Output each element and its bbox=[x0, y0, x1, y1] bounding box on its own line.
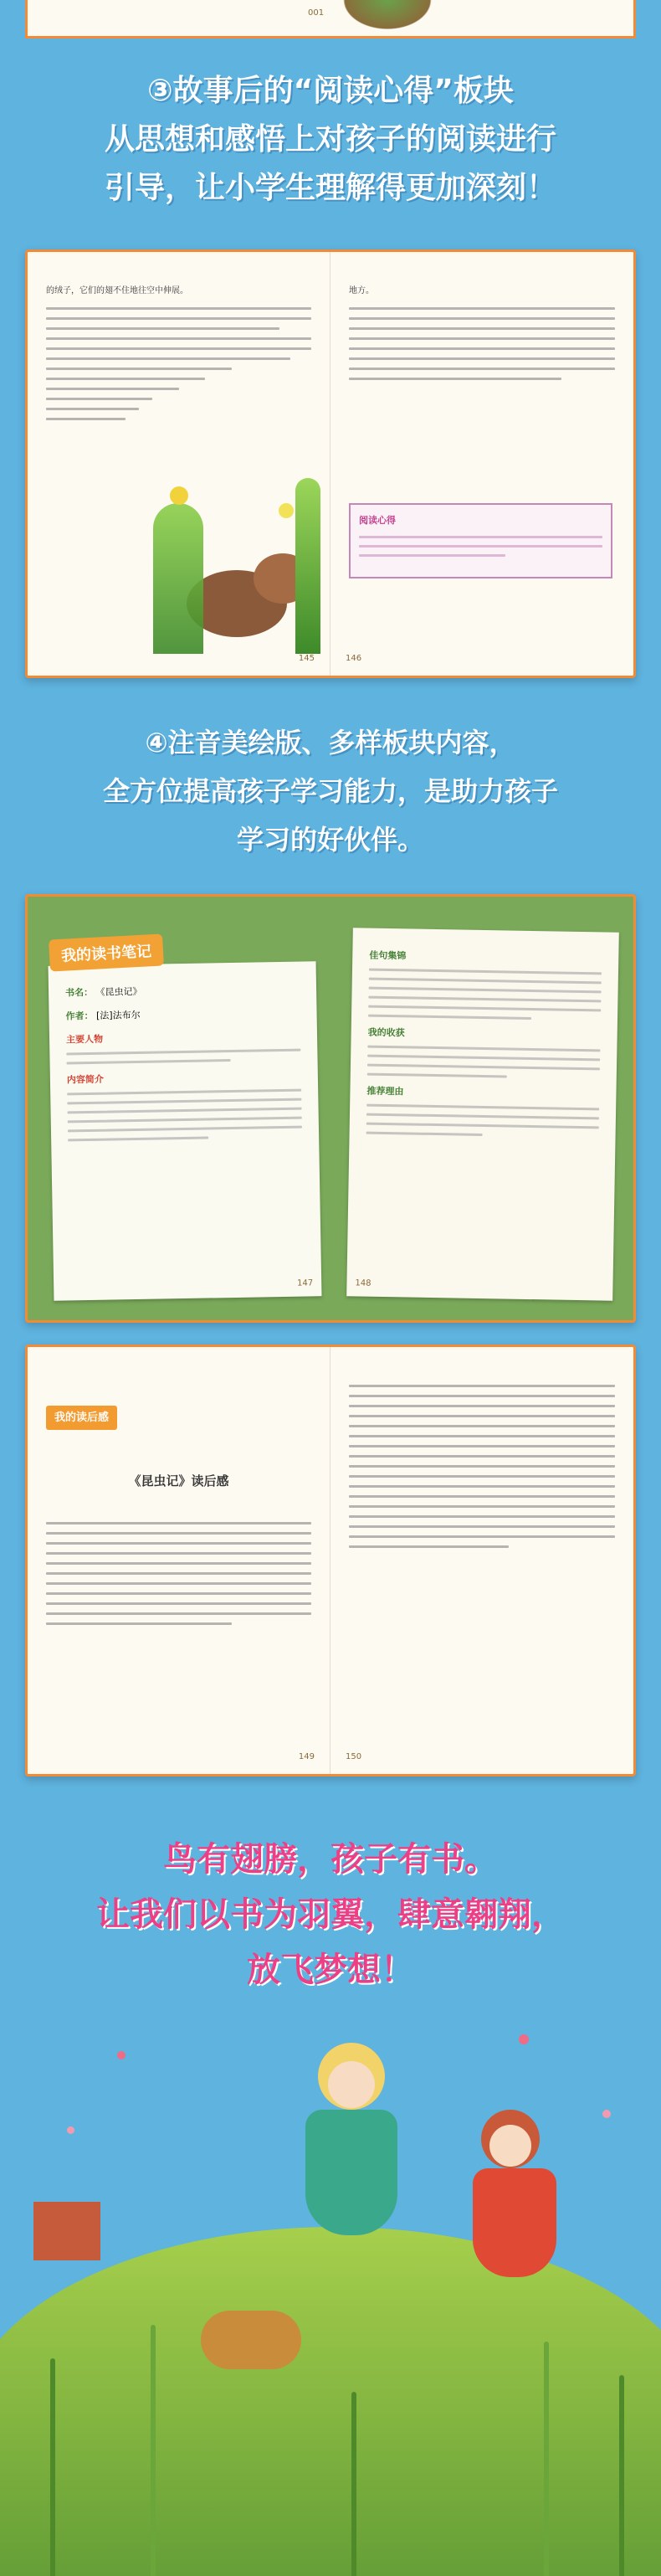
section-4-heading bbox=[0, 718, 661, 864]
book-name-label: 书名： bbox=[64, 986, 94, 999]
notebook-header-ribbon bbox=[49, 933, 164, 971]
section-3-line-2: 从思想和感悟上对孩子的阅读进行 bbox=[104, 122, 556, 157]
book-name-row bbox=[65, 982, 300, 1000]
closing-line-3: 放飞梦想！ bbox=[247, 1951, 414, 1989]
book3-left-page bbox=[28, 1347, 330, 1774]
section-4-line-1: ④注音美绘版、多样板块内容， bbox=[145, 727, 516, 758]
notebook-header: 我的读书笔记 bbox=[60, 943, 152, 965]
recommend-label: 推荐理由 bbox=[366, 1085, 404, 1098]
closing-heading bbox=[0, 1832, 661, 1998]
reading-insight-box bbox=[349, 503, 612, 578]
section-4-line-2: 全方位提高孩子学习能力，是助力孩子 bbox=[102, 775, 558, 807]
section-3-line-3: 引导，让小学生理解得更加深刻！ bbox=[104, 171, 556, 205]
top-illustration bbox=[337, 0, 438, 33]
reflection-badge-wrap bbox=[46, 1406, 117, 1430]
book2-right-note bbox=[346, 928, 619, 1300]
book-name-value: 《昆虫记》 bbox=[95, 985, 142, 998]
closing-line-1: 鸟有翅膀，孩子有书。 bbox=[163, 1840, 498, 1879]
gain-label: 我的收获 bbox=[367, 1026, 405, 1039]
girl-green-dress bbox=[276, 2043, 427, 2311]
words-label: 佳句集锦 bbox=[369, 949, 407, 962]
book1-right-page-number: 146 bbox=[346, 654, 362, 663]
section-3-line-1: ③故事后的“阅读心得”板块 bbox=[147, 74, 514, 108]
characters-label: 主要人物 bbox=[65, 1033, 104, 1046]
top-book-strip bbox=[25, 0, 636, 39]
section-4-line-3: 学习的好伙伴。 bbox=[236, 824, 424, 856]
author-value: [法]法布尔 bbox=[95, 1009, 141, 1021]
book1-left-page bbox=[28, 252, 330, 676]
content-label: 内容简介 bbox=[66, 1073, 105, 1086]
reflection-title: 《昆虫记》读后感 bbox=[128, 1473, 229, 1489]
book-spread-reading-notebook bbox=[25, 894, 636, 1323]
book3-left-page-number: 149 bbox=[298, 1752, 315, 1761]
book2-left-note bbox=[49, 961, 322, 1301]
house bbox=[33, 2202, 100, 2260]
book2-left-page-number: 147 bbox=[297, 1278, 314, 1288]
reading-insight-title: 阅读心得 bbox=[359, 515, 396, 526]
author-label: 作者： bbox=[65, 1010, 94, 1022]
children-running-illustration bbox=[0, 2009, 661, 2576]
author-row bbox=[65, 1005, 300, 1023]
book3-right-page bbox=[330, 1347, 633, 1774]
book1-left-page-number: 145 bbox=[298, 654, 315, 663]
book2-right-page-number: 148 bbox=[355, 1278, 371, 1288]
section-3-heading bbox=[0, 67, 661, 213]
book1-right-first-line: 地方。 bbox=[349, 286, 374, 296]
book-spread-reading-notes bbox=[25, 249, 636, 678]
hedgehog-illustration bbox=[153, 470, 329, 662]
dog bbox=[201, 2311, 301, 2369]
top-page-number: 001 bbox=[308, 8, 325, 18]
reflection-badge: 我的读后感 bbox=[46, 1406, 117, 1430]
book-spread-reflection bbox=[25, 1345, 636, 1776]
closing-line-2: 让我们以书为羽翼，肆意翱翔， bbox=[96, 1895, 565, 1934]
girl-red-dress bbox=[452, 2110, 577, 2327]
book1-right-page bbox=[330, 252, 633, 676]
book3-right-page-number: 150 bbox=[346, 1752, 362, 1761]
book1-left-first-line: 的绒子，它们的翅不住地往空中伸展。 bbox=[46, 286, 188, 296]
